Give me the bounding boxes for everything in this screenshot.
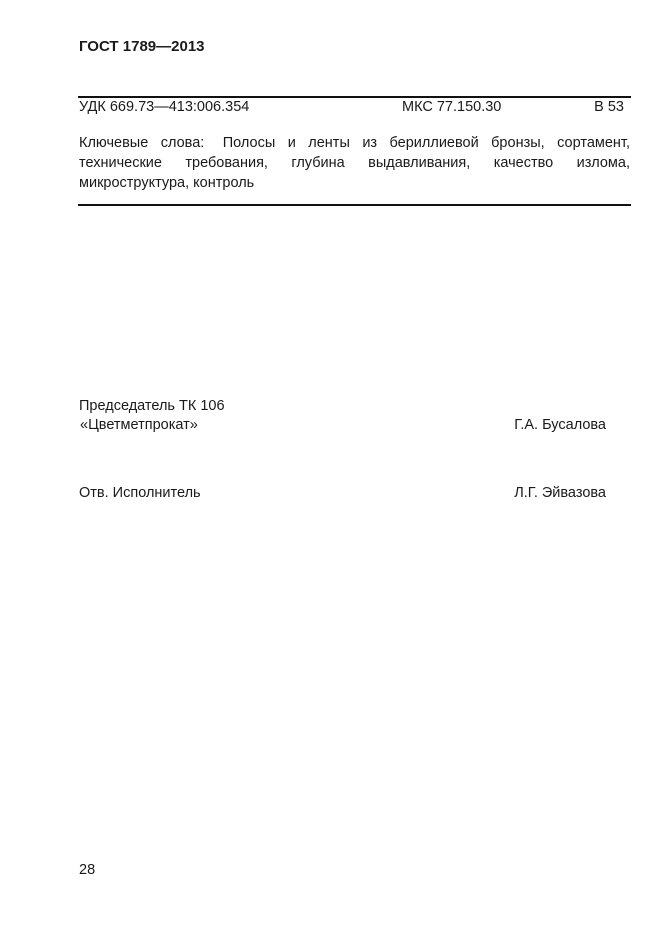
mks-code: МКС 77.150.30 — [402, 99, 502, 115]
bottom-divider — [78, 204, 631, 206]
keywords-label: Ключевые слова: — [79, 135, 205, 151]
keywords-text: Полосы и ленты из бериллиевой бронзы, сортамент, технические требования, глубина выдавливания, качество излома, микроструктура, контроль — [79, 135, 630, 191]
classification-row — [79, 99, 624, 119]
executor-name: Л.Г. Эйвазова — [514, 485, 606, 501]
top-divider — [78, 96, 631, 98]
chair-signature-block — [79, 397, 606, 435]
executor-role: Отв. Исполнитель — [79, 485, 201, 501]
standard-designation: ГОСТ 1789—2013 — [79, 38, 205, 55]
chair-role: Председатель ТК 106 — [79, 398, 225, 414]
executor-signature-block — [79, 484, 606, 503]
chair-name: Г.А. Бусалова — [514, 417, 606, 433]
udk-code: УДК 669.73—413:006.354 — [79, 99, 250, 115]
keywords-paragraph — [79, 133, 630, 193]
page-number: 28 — [79, 862, 96, 878]
chair-committee: «Цветметпрокат» — [80, 417, 198, 433]
group-code: В 53 — [594, 99, 624, 115]
